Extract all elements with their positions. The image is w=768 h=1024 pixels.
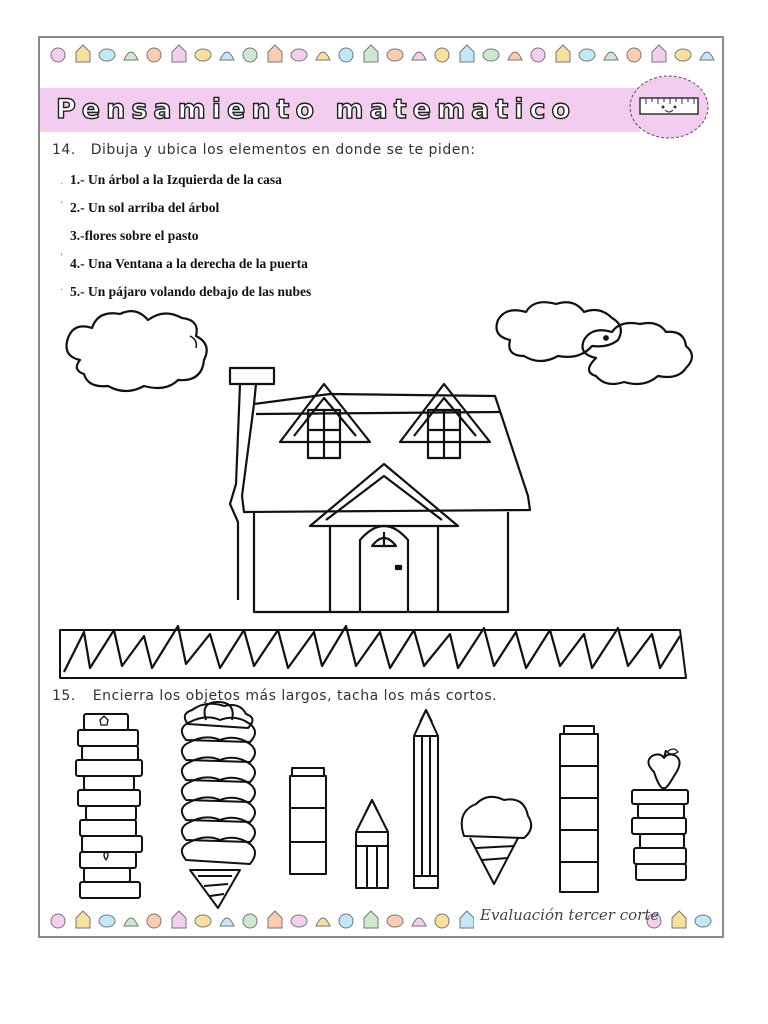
sun-doodle-icon [51, 48, 65, 62]
bullet-mark: . [60, 282, 64, 293]
question-14-title [52, 142, 475, 158]
ice-cream-icon [182, 702, 255, 908]
instruction-1: 1.- Un árbol a la Izquierda de la casa [70, 172, 282, 187]
house-doodle-icon [364, 911, 378, 928]
ice-cream-icon [462, 797, 531, 884]
house-doodle-icon [652, 45, 666, 62]
sun-doodle-icon [339, 48, 353, 62]
footer-label: Evaluación tercer corte [480, 906, 660, 924]
sun-doodle-icon [627, 48, 641, 62]
house-doodle-icon [556, 45, 570, 62]
flower-doodle-icon [99, 915, 115, 927]
pencil-icon [356, 800, 388, 888]
rainbow-doodle-icon [124, 52, 138, 60]
top-decoration-border [44, 40, 720, 70]
instruction-4: 4.- Una Ventana a la derecha de la puerta [70, 256, 308, 271]
question-14-number: 14. [52, 142, 76, 158]
blocks-icon [560, 726, 598, 892]
sun-doodle-icon [147, 48, 161, 62]
house-doodle-icon [172, 911, 186, 928]
sun-doodle-icon [147, 914, 161, 928]
question-15-number: 15. [52, 688, 76, 704]
side-credit-text [706, 490, 720, 660]
rainbow-doodle-icon [124, 918, 138, 926]
instruction-2: 2.- Un sol arriba del árbol [70, 200, 220, 215]
rainbow-doodle-icon [316, 918, 330, 926]
flower-doodle-icon [579, 49, 595, 61]
house-doodle-icon [76, 911, 90, 928]
cloud-icon [583, 323, 693, 384]
house-doodle-icon [460, 45, 474, 62]
flower-doodle-icon [695, 915, 711, 927]
house-doodle-icon [172, 45, 186, 62]
sun-doodle-icon [435, 48, 449, 62]
rainbow-doodle-icon [220, 918, 234, 926]
flower-doodle-icon [195, 915, 211, 927]
bullet-mark: ‘ [60, 252, 64, 263]
rainbow-doodle-icon [700, 52, 714, 60]
house-doodle-icon [268, 911, 282, 928]
sun-doodle-icon [339, 914, 353, 928]
house-scene [40, 300, 720, 690]
bottom-decoration-border [44, 906, 474, 936]
page-title: Pensamiento matematico [56, 94, 577, 125]
instruction-3: 3.-flores sobre el pasto [70, 228, 199, 243]
bullet-mark: . [60, 176, 64, 187]
sun-doodle-icon [435, 914, 449, 928]
house-doodle-icon [672, 911, 686, 928]
house-doodle-icon [76, 45, 90, 62]
objects-row [40, 700, 720, 915]
flower-doodle-icon [387, 915, 403, 927]
sun-doodle-icon [51, 914, 65, 928]
house-doodle-icon [268, 45, 282, 62]
rainbow-doodle-icon [604, 52, 618, 60]
house-doodle-icon [460, 911, 474, 928]
question-14-prompt: Dibuja y ubica los elementos en donde se te piden: [90, 142, 476, 158]
rainbow-doodle-icon [412, 918, 426, 926]
cloud-icon [67, 311, 207, 391]
books-icon [76, 714, 142, 898]
flower-doodle-icon [99, 49, 115, 61]
flower-doodle-icon [291, 915, 307, 927]
pencil-icon [414, 710, 438, 888]
house-doodle-icon [364, 45, 378, 62]
blocks-icon [290, 768, 326, 874]
apple-icon [648, 749, 679, 788]
sun-doodle-icon [243, 48, 257, 62]
books-icon [632, 790, 688, 880]
flower-doodle-icon [387, 49, 403, 61]
rainbow-doodle-icon [412, 52, 426, 60]
cloud-icon [497, 302, 621, 361]
bullet-mark: ‘ [60, 200, 64, 211]
sun-doodle-icon [243, 914, 257, 928]
flower-doodle-icon [483, 49, 499, 61]
flower-doodle-icon [675, 49, 691, 61]
question-15-prompt: Encierra los objetos más largos, tacha los más cortos. [92, 688, 498, 704]
ruler-icon [628, 74, 710, 140]
grass-icon [60, 630, 686, 678]
rainbow-doodle-icon [316, 52, 330, 60]
rainbow-doodle-icon [220, 52, 234, 60]
rainbow-doodle-icon [508, 52, 522, 60]
sun-doodle-icon [531, 48, 545, 62]
flower-doodle-icon [291, 49, 307, 61]
flower-doodle-icon [195, 49, 211, 61]
instruction-5: 5.- Un pájaro volando debajo de las nubes [70, 284, 312, 299]
